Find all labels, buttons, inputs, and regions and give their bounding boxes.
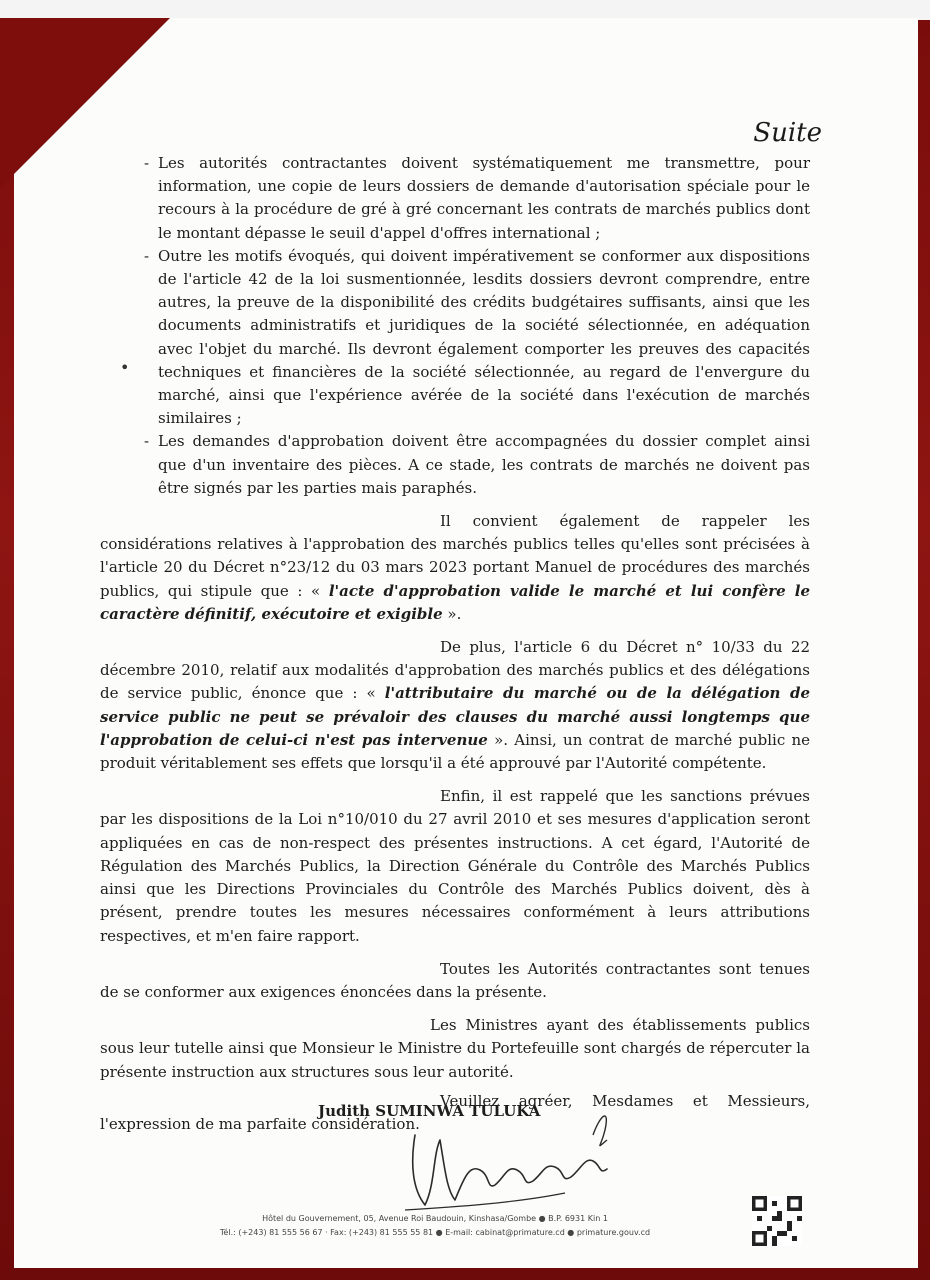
bullet-text: Les demandes d'approbation doivent être accompagnées du dossier complet ainsi que d'un inventaire des pièces. A ce stade, les contrats de marchés ne doivent pas être signés par les parties mais paraphés. [158, 432, 810, 497]
bullet-item: - Les demandes d'approbation doivent être accompagnées du dossier complet ainsi que d'un inventaire des pièces. A ce stade, les contrats de marchés ne doivent pas être signés par les parties mais paraphés. [144, 432, 810, 497]
top-bar [0, 0, 930, 20]
signer-name: Judith SUMINWA TULUKA [318, 1102, 541, 1120]
handwritten-signature [395, 1095, 635, 1215]
paragraph-article-20: Il convient également de rappeler les considérations relatives à l'approbation des marchés publics telles qu'elles sont précisées à l'article 20 du Décret n°23/12 du 03 mars 2023 portant Manuel de procédures des marchés publics, qui stipule que : « l'acte d'approbation valide le marché et lui confère le caractère définitif, exécutoire et exigible ». [100, 512, 810, 623]
footer-contacts: Tél.: (+243) 81 555 56 67 · Fax: (+243) 81 555 55 81 ● E-mail: cabinat@primature.cd ● primature.gouv.cd [219, 1228, 651, 1237]
suite-label: Suite [753, 118, 822, 148]
quote-article-6: l'attributaire du marché ou de la délégation de service public ne peut se prévaloir des clauses du marché aussi longtemps que l'approbation de celui-ci n'est pas intervenue [100, 684, 810, 749]
paragraph-conform: Toutes les Autorités contractantes sont tenues de se conformer aux exigences énoncées dans la présente. [100, 959, 810, 1001]
letterhead-footer [200, 1212, 670, 1240]
letter-body [100, 152, 810, 1136]
qr-code-icon [752, 1196, 802, 1246]
closing-formula: Veuillez agréer, Mesdames et Messieurs, l'expression de ma parfaite considération. [100, 1091, 810, 1133]
bullet-text: Les autorités contractantes doivent systématiquement me transmettre, pour information, une copie de leurs dossiers de demande d'autorisation spéciale pour le recours à la procédure de gré à gré concernant les contrats de marchés publics dont le montant dépasse le seuil d'appel d'offres international ; [158, 154, 810, 242]
paragraph-ministers: Les Ministres ayant des établissements publics sous leur tutelle ainsi que Monsieur le Ministre du Portefeuille sont chargés de répercuter la présente instruction aux structures sous leur autorité. [100, 1016, 810, 1081]
quote-article-20: l'acte d'approbation valide le marché et lui confère le caractère définitif, exécutoire et exigible [100, 581, 810, 623]
footer-address: Hôtel du Gouvernement, 05, Avenue Roi Baudouin, Kinshasa/Gombe ● B.P. 6931 Kin 1 [262, 1214, 608, 1223]
paragraph-article-6: De plus, l'article 6 du Décret n° 10/33 du 22 décembre 2010, relatif aux modalités d'approbation des marchés publics et des délégations de service public, énonce que : « l'attributaire du marché ou de la délégation de service public ne peut se prévaloir des clauses du marché aussi longtemps que l'approbation de celui-ci n'est pas intervenue ». Ainsi, un contrat de marché public ne produit véritablement ses effets que lorsqu'il a été approuvé par l'Autorité compétente. [100, 638, 810, 773]
paragraph-sanctions: Enfin, il est rappelé que les sanctions prévues par les dispositions de la Loi n°10/010 du 27 avril 2010 et ses mesures d'application seront appliquées en cas de non-respect des présentes instructions. A cet égard, l'Autorité de Régulation des Marchés Publics, la Direction Générale du Contrôle des Marchés Publics ainsi que les Directions Provinciales du Contrôle des Marchés Publics doivent, dès à présent, prendre toutes les mesures nécessaires conformément à leurs attributions respectives, et m'en faire rapport. [100, 787, 810, 945]
bullet-text: Outre les motifs évoqués, qui doivent impérativement se conformer aux dispositions de l'article 42 de la loi susmentionnée, lesdits dossiers devront comprendre, entre autres, la preuve de la disponibilité des crédits budgétaires suffisants, ainsi que les documents administratifs et juridiques de la société sélectionnée, en adéquation avec l'objet du marché. Ils devront également comporter les preuves des capacités techniques et financières de la société sélectionnée, au regard de l'envergure du marché, ainsi que l'expérience avérée de la société dans l'exécution de marchés similaires ; [158, 246, 810, 428]
bullet-item: - Les autorités contractantes doivent systématiquement me transmettre, pour information, une copie de leurs dossiers de demande d'autorisation spéciale pour le recours à la procédure de gré à gré concernant les contrats de marchés publics dont le montant dépasse le seuil d'appel d'offres international ; [144, 154, 810, 242]
bullet-item: - Outre les motifs évoqués, qui doivent impérativement se conformer aux dispositions de l'article 42 de la loi susmentionnée, lesdits dossiers devront comprendre, entre autres, la preuve de la disponibilité des crédits budgétaires suffisants, ainsi que les documents administratifs et juridiques de la société sélectionnée, en adéquation avec l'objet du marché. Ils devront également comporter les preuves des capacités techniques et financières de la société sélectionnée, au regard de l'envergure du marché, ainsi que l'expérience avérée de la société dans l'exécution de marchés similaires ; [144, 246, 810, 428]
margin-dot: • [120, 358, 130, 377]
